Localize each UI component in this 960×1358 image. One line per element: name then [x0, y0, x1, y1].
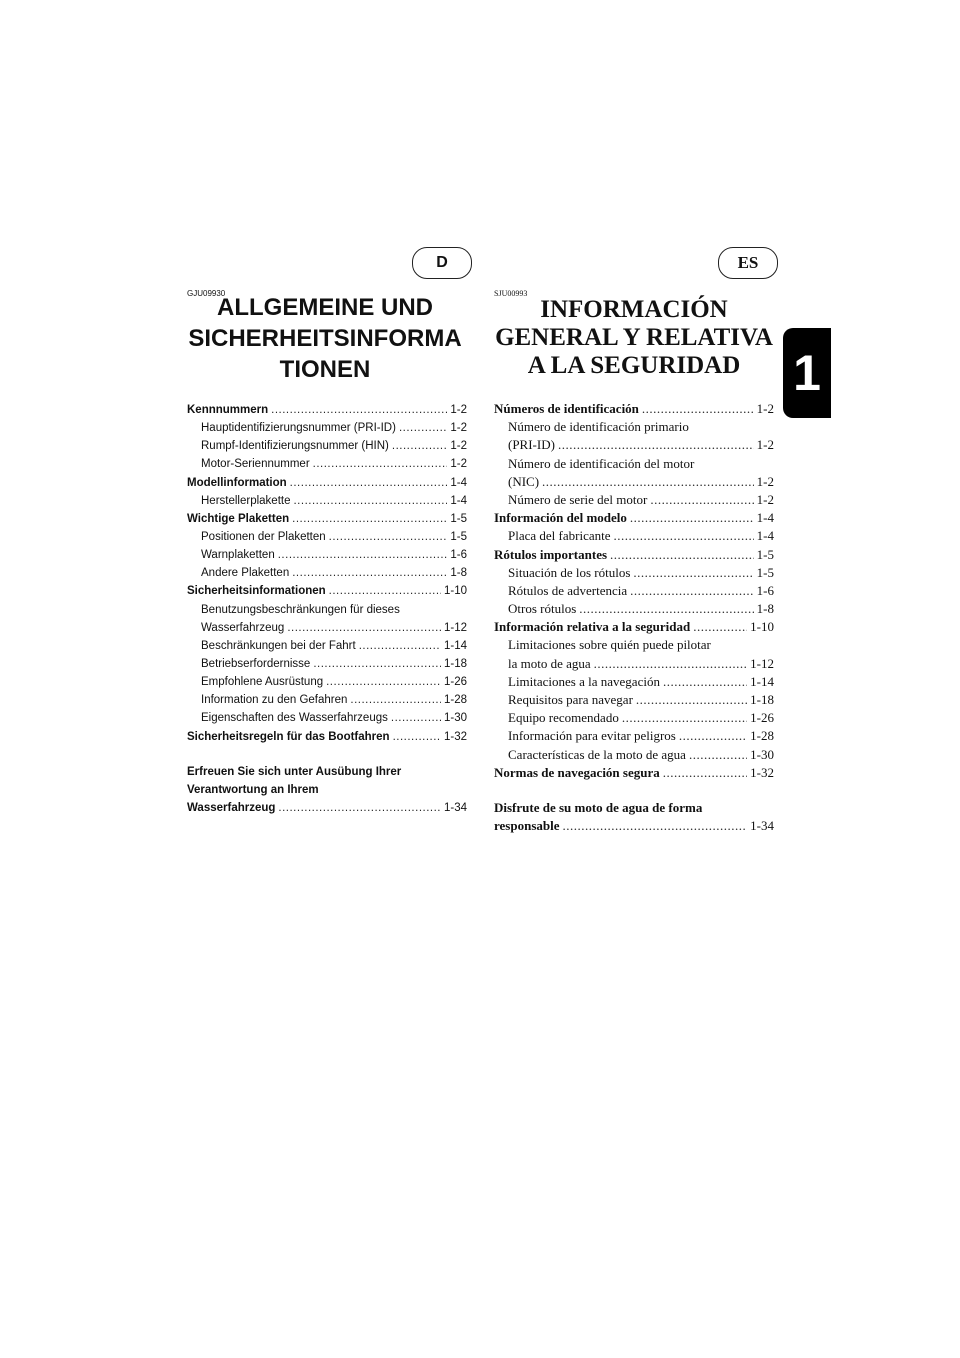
toc-entry[interactable]: [494, 691, 774, 709]
toc-leader-dots: [610, 546, 754, 564]
toc-entry-title: Hauptidentifizierungsnummer (PRI-ID): [201, 422, 396, 435]
toc-leader-dots: [633, 564, 753, 582]
toc-page-number: 1-32: [750, 764, 774, 780]
toc-entry[interactable]: [494, 455, 774, 473]
toc-entry-title: Andere Plaketten: [201, 567, 290, 580]
toc-leader-dots: [558, 436, 754, 454]
toc-entry-title: Wasserfahrzeug: [187, 801, 276, 814]
toc-page-number: 1-5: [450, 530, 467, 543]
toc-leader-dots: [630, 509, 754, 527]
chapter-tab[interactable]: 1: [783, 328, 831, 418]
toc-entry[interactable]: [494, 817, 774, 835]
toc-entry[interactable]: [187, 510, 467, 528]
toc-entry[interactable]: [187, 763, 467, 781]
toc-entry-title: Requisitos para navegar: [508, 692, 633, 707]
toc-entry-title: Rótulos importantes: [494, 546, 608, 562]
toc-entry-title: Número de serie del motor: [508, 491, 648, 507]
toc-entry[interactable]: [494, 655, 774, 673]
toc-entry[interactable]: [187, 582, 467, 600]
table-of-contents-german: [187, 401, 467, 817]
toc-page-number: 1-10: [443, 585, 467, 598]
toc-leader-dots: [594, 655, 747, 673]
toc-leader-dots: [614, 527, 754, 545]
toc-entry[interactable]: [494, 582, 774, 600]
toc-page-number: 1-32: [443, 730, 467, 743]
toc-entry[interactable]: [187, 528, 467, 546]
toc-leader-dots: [278, 546, 448, 564]
toc-entry-title: Erfreuen Sie sich unter Ausübung Ihrer: [187, 765, 402, 778]
toc-entry-title: (NIC): [508, 473, 540, 489]
table-of-contents-spanish: [494, 400, 774, 835]
toc-page-number: 1-5: [450, 512, 467, 525]
toc-page-number: 1-6: [450, 549, 467, 562]
toc-entry[interactable]: [187, 401, 467, 419]
toc-entry-title: Números de identificación: [494, 401, 639, 416]
toc-leader-dots: [350, 691, 441, 709]
doc-code-german: GJU09930: [187, 289, 226, 298]
toc-entry[interactable]: [187, 419, 467, 437]
toc-leader-dots: [359, 637, 441, 655]
toc-entry-title: Limitaciones a la navegación: [508, 673, 660, 689]
toc-leader-dots: [630, 582, 754, 600]
toc-entry-title: Placa del fabricante: [508, 528, 611, 544]
toc-page-number: 1-2: [756, 437, 774, 453]
toc-entry[interactable]: [494, 600, 774, 618]
toc-leader-dots: [399, 419, 447, 437]
toc-entry-title: Eigenschaften des Wasserfahrzeugs: [201, 712, 388, 725]
toc-entry[interactable]: [187, 781, 467, 799]
toc-entry[interactable]: [494, 436, 774, 454]
toc-leader-dots: [663, 764, 747, 782]
toc-entry-title: Información relativa a la seguridad: [494, 619, 691, 635]
title-line: ALLGEMEINE UND: [217, 294, 433, 321]
toc-entry-title: Información para evitar peligros: [508, 728, 676, 744]
toc-leader-dots: [663, 673, 747, 691]
toc-leader-dots: [393, 728, 441, 746]
toc-leader-dots: [287, 619, 441, 637]
toc-entry[interactable]: [187, 728, 467, 746]
toc-entry-title: Wasserfahrzeug: [201, 621, 285, 634]
toc-entry-title: Disfrute de su moto de agua de forma: [494, 799, 703, 815]
toc-leader-dots: [329, 528, 448, 546]
toc-page-number: 1-5: [756, 564, 774, 580]
toc-leader-dots: [642, 400, 754, 418]
toc-page-number: 1-2: [450, 440, 467, 453]
toc-entry[interactable]: [187, 637, 467, 655]
toc-entry-title: Características de la moto de agua: [508, 746, 686, 762]
toc-entry-title: (PRI-ID): [508, 437, 555, 453]
toc-entry-title: Motor-Seriennummer: [201, 458, 310, 471]
toc-entry-title: Número de identificación primario: [508, 419, 689, 435]
toc-leader-dots: [679, 727, 747, 745]
toc-page-number: 1-14: [443, 639, 467, 652]
toc-page-number: 1-18: [750, 692, 774, 707]
toc-leader-dots: [563, 817, 748, 835]
toc-leader-dots: [650, 491, 753, 509]
toc-page-number: 1-26: [443, 676, 467, 689]
toc-entry-title: Normas de navegación segura: [494, 764, 660, 780]
toc-leader-dots: [329, 582, 441, 600]
toc-page-number: 1-28: [750, 728, 774, 744]
toc-entry[interactable]: [187, 673, 467, 691]
toc-entry[interactable]: [187, 437, 467, 455]
toc-leader-dots: [579, 600, 753, 618]
toc-page-number: 1-6: [756, 582, 774, 598]
doc-code-spanish: SJU00993: [494, 289, 528, 298]
toc-entry-title: Beschränkungen bei der Fahrt: [201, 639, 356, 652]
toc-entry[interactable]: [187, 691, 467, 709]
toc-entry-title: Verantwortung an Ihrem: [187, 783, 319, 796]
toc-leader-dots: [693, 618, 747, 636]
toc-page-number: 1-2: [450, 458, 467, 471]
title-line: SICHERHEITSINFORMA: [188, 325, 462, 352]
toc-leader-dots: [292, 510, 447, 528]
toc-entry-title: Kennnummern: [187, 404, 269, 416]
toc-entry-title: Otros rótulos: [508, 601, 577, 617]
toc-entry-title: Equipo recomendado: [508, 710, 619, 726]
toc-entry-title: Information zu den Gefahren: [201, 694, 348, 707]
toc-leader-dots: [636, 691, 747, 709]
toc-entry-title: Rumpf-Identifizierungsnummer (HIN): [201, 440, 389, 453]
toc-entry[interactable]: [494, 764, 774, 782]
toc-page-number: 1-2: [756, 473, 774, 489]
toc-entry[interactable]: [187, 601, 467, 619]
page-title-german: [180, 292, 470, 385]
title-line: GENERAL Y RELATIVA: [495, 324, 773, 351]
toc-leader-dots: [313, 455, 448, 473]
toc-page-number: 1-8: [450, 567, 467, 580]
toc-page-number: 1-28: [443, 694, 467, 707]
toc-entry[interactable]: [187, 709, 467, 727]
toc-entry[interactable]: [187, 564, 467, 582]
toc-entry[interactable]: [494, 636, 774, 654]
toc-entry[interactable]: [494, 418, 774, 436]
toc-entry-title: Situación de los rótulos: [508, 564, 631, 580]
toc-page-number: 1-4: [756, 510, 774, 526]
toc-entry[interactable]: [494, 491, 774, 509]
toc-entry[interactable]: [187, 455, 467, 473]
toc-page-number: 1-4: [450, 476, 467, 489]
toc-entry-title: Limitaciones sobre quién puede pilotar: [508, 637, 711, 653]
toc-entry-title: Benutzungsbeschränkungen für dieses: [201, 603, 400, 616]
toc-entry[interactable]: [187, 799, 467, 817]
toc-entry[interactable]: [187, 619, 467, 637]
toc-page-number: 1-12: [443, 621, 467, 634]
toc-leader-dots: [391, 709, 441, 727]
toc-entry[interactable]: [494, 400, 774, 418]
toc-entry-title: Warnplaketten: [201, 549, 275, 562]
toc-entry-title: Rótulos de advertencia: [508, 582, 628, 598]
toc-leader-dots: [392, 437, 447, 455]
toc-page-number: 1-12: [750, 655, 774, 671]
title-line: INFORMACIÓN: [540, 296, 728, 323]
page-title-spanish: [494, 296, 774, 380]
toc-entry[interactable]: [187, 546, 467, 564]
toc-page-number: 1-34: [443, 801, 467, 814]
toc-page-number: 1-2: [450, 422, 467, 435]
toc-entry-title: Positionen der Plaketten: [201, 530, 326, 543]
toc-page-number: 1-4: [756, 528, 774, 544]
toc-entry-title: Información del modelo: [494, 510, 627, 526]
toc-entry-title: Sicherheitsregeln für das Bootfahren: [187, 730, 390, 743]
toc-page-number: 1-30: [750, 746, 774, 762]
toc-leader-dots: [542, 473, 754, 491]
toc-leader-dots: [622, 709, 747, 727]
toc-entry-title: Sicherheitsinformationen: [187, 585, 326, 598]
toc-page-number: 1-2: [756, 401, 774, 416]
toc-entry[interactable]: [494, 473, 774, 491]
title-line: TIONEN: [279, 356, 371, 383]
toc-page-number: 1-30: [443, 712, 467, 725]
toc-entry[interactable]: [187, 474, 467, 492]
toc-entry-title: responsable: [494, 818, 560, 834]
toc-entry[interactable]: [494, 673, 774, 691]
toc-entry-title: Modellinformation: [187, 476, 287, 489]
toc-entry-title: Betriebserfordernisse: [201, 657, 311, 670]
toc-page-number: 1-8: [756, 601, 774, 617]
toc-entry-title: Wichtige Plaketten: [187, 512, 290, 525]
toc-gap: [494, 782, 774, 799]
toc-page-number: 1-4: [450, 494, 467, 507]
toc-entry-title: la moto de agua: [508, 655, 591, 671]
toc-entry[interactable]: [494, 509, 774, 527]
toc-entry[interactable]: [187, 492, 467, 510]
language-badge-spanish: ES: [718, 247, 778, 279]
toc-leader-dots: [326, 673, 441, 691]
toc-leader-dots: [278, 799, 441, 817]
toc-leader-dots: [689, 746, 747, 764]
toc-entry[interactable]: [494, 746, 774, 764]
toc-entry[interactable]: [494, 727, 774, 745]
toc-leader-dots: [290, 474, 448, 492]
toc-leader-dots: [271, 401, 447, 419]
toc-leader-dots: [313, 655, 441, 673]
toc-gap: [187, 746, 467, 763]
toc-entry[interactable]: [187, 655, 467, 673]
toc-entry[interactable]: [494, 564, 774, 582]
toc-page-number: 1-5: [756, 546, 774, 562]
toc-entry-title: Número de identificación del motor: [508, 455, 695, 471]
language-badge-german: D: [412, 247, 472, 279]
toc-entry[interactable]: [494, 709, 774, 727]
toc-page-number: 1-34: [750, 818, 774, 834]
toc-page-number: 1-2: [450, 404, 467, 416]
toc-page-number: 1-2: [756, 491, 774, 507]
toc-page-number: 1-14: [750, 673, 774, 689]
toc-entry[interactable]: [494, 546, 774, 564]
toc-page-number: 1-10: [750, 619, 774, 635]
toc-entry-title: Empfohlene Ausrüstung: [201, 676, 324, 689]
toc-entry[interactable]: [494, 618, 774, 636]
toc-entry[interactable]: [494, 527, 774, 545]
toc-entry[interactable]: [494, 799, 774, 817]
toc-leader-dots: [292, 564, 447, 582]
toc-leader-dots: [293, 492, 447, 510]
toc-page-number: 1-18: [443, 657, 467, 670]
toc-entry-title: Herstellerplakette: [201, 494, 291, 507]
toc-page-number: 1-26: [750, 710, 774, 726]
title-line: A LA SEGURIDAD: [527, 352, 741, 379]
